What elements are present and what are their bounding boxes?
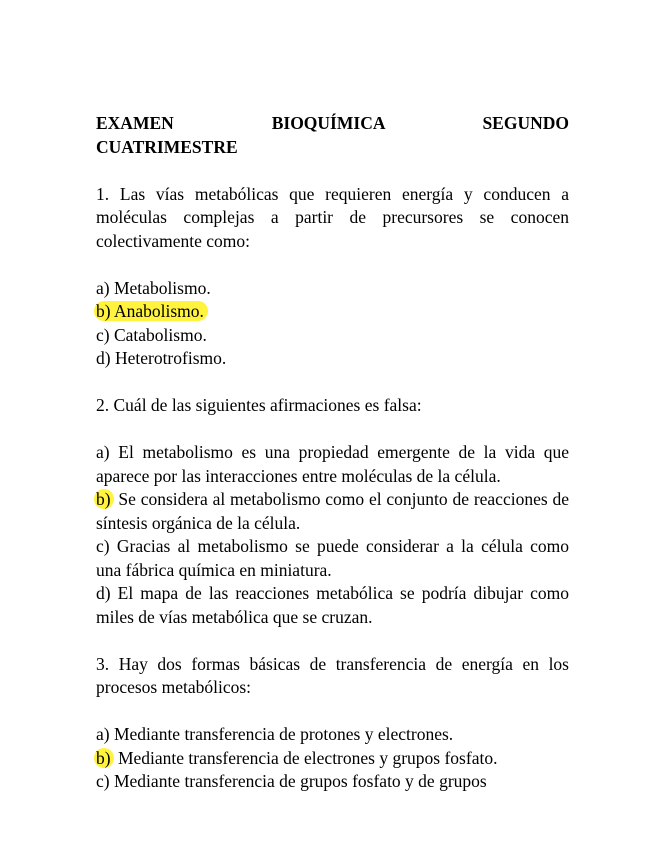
q1-option-b-highlight (94, 301, 208, 321)
q2-option-d-text: El mapa de las reacciones metabólica se podría dibujar como miles de vías metabólica que se cruzan. (96, 583, 569, 627)
exam-title-line1: EXAMEN BIOQUÍMICA SEGUNDO (96, 113, 569, 133)
q1-option-c-letter: c) (96, 324, 110, 345)
q1-option-b-text: Anabolismo. (110, 301, 204, 321)
q2-option-d (96, 582, 569, 629)
q3-option-b-text: Mediante transferencia de electrones y grupos fosfato. (113, 747, 498, 768)
q1-option-c (96, 324, 569, 348)
q2-option-c-letter: c) (96, 536, 110, 556)
q1-option-d-text: Heterotrofismo. (110, 348, 227, 368)
q2-option-a-text: El metabolismo es una propiedad emergente de la vida que aparece por las interacciones entre moléculas de la célula. (96, 442, 569, 486)
q3-option-c-text: Mediante transferencia de grupos fosfato y de grupos (109, 771, 487, 791)
q3-option-a (96, 723, 569, 747)
q2-option-d-letter: d) (96, 583, 111, 603)
q3-option-c-letter: c) (96, 771, 110, 791)
exam-document (96, 112, 569, 794)
q1-option-d (96, 347, 569, 371)
q2-option-b (96, 488, 569, 535)
q2-option-c (96, 535, 569, 582)
q3-option-a-text: Mediante transferencia de protones y electrones. (109, 724, 454, 744)
exam-title-line2: CUATRIMESTRE (96, 136, 238, 157)
q2-option-b-text: Se considera al metabolismo como el conjunto de reacciones de síntesis orgánica de la célula. (96, 489, 569, 533)
q3-option-b (96, 747, 569, 771)
q1-option-a-letter: a) (96, 277, 110, 298)
q1-option-b (96, 300, 569, 324)
q2-option-b-letter: b) (94, 489, 114, 509)
q1-option-c-text: Catabolismo. (109, 324, 207, 345)
q2-option-a (96, 441, 569, 488)
q3-option-b-letter: b) (94, 748, 114, 768)
q2-option-c-text: Gracias al metabolismo se puede considerar a la célula como una fábrica química en miniatura. (96, 536, 569, 580)
question-2-text: 2. Cuál de las siguientes afirmaciones es falsa: (96, 395, 422, 415)
question-3-options (96, 723, 569, 794)
question-3-text: 3. Hay dos formas básicas de transferencia de energía en los procesos metabólicos: (96, 653, 569, 697)
q1-option-d-letter: d) (96, 348, 111, 368)
q1-option-a-text: Metabolismo. (109, 277, 211, 298)
question-2-options (96, 441, 569, 629)
q1-option-b-letter: b) (96, 301, 111, 321)
q2-option-a-letter: a) (96, 442, 110, 462)
q1-option-a (96, 277, 569, 301)
question-1-text: 1. Las vías metabólicas que requieren energía y conducen a moléculas complejas a partir de precursores se conocen colectivamente como: (96, 183, 569, 251)
q3-option-a-letter: a) (96, 724, 110, 744)
question-1-options (96, 277, 569, 371)
q3-option-c (96, 770, 569, 794)
